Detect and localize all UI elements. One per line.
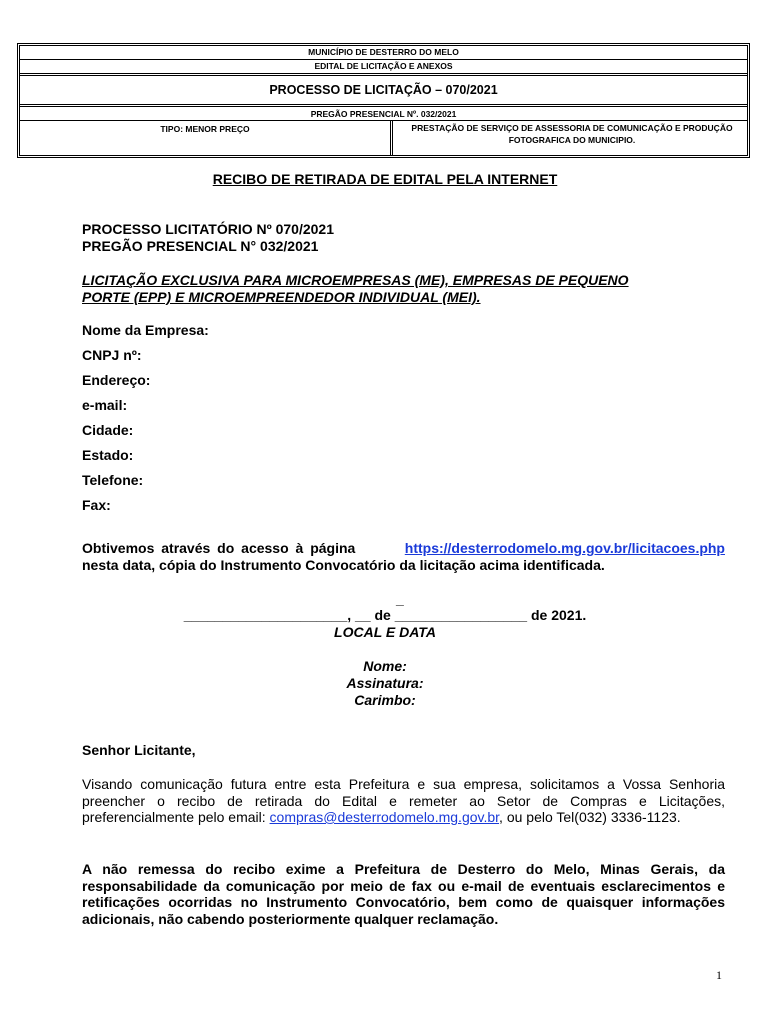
field-cnpj: CNPJ nº: <box>82 347 142 363</box>
signature-name: Nome: <box>363 658 407 674</box>
disclaimer-paragraph: A não remessa do recibo exime a Prefeitura de Desterro do Melo, Minas Gerais, da responsabilidade da comunicação por meio de fax ou e-mail de eventuais esclarecimentos e retificações ocorridas no Instrumento Convocatório, bem como de quaisquer informações adicionais, não cabendo posteriormente qualquer reclamação. <box>82 861 725 927</box>
document-title: RECIBO DE RETIRADA DE EDITAL PELA INTERNET <box>212 171 558 187</box>
field-company-name: Nome da Empresa: <box>82 322 209 338</box>
header-tipo: TIPO: MENOR PREÇO <box>20 121 393 155</box>
pregao-number: PREGÃO PRESENCIAL N° 032/2021 <box>82 238 319 254</box>
header-municipality: MUNICÍPIO DE DESTERRO DO MELO <box>20 46 747 60</box>
header-type-row <box>20 121 747 155</box>
instructions-text: Visando comunicação futura entre esta Prefeitura e sua empresa, solicitamos a Vossa Senhoria preencher o recibo de retirada do Edital e remeter ao Setor de Compras e Licitações, preferencialmente pelo email: <box>82 776 725 825</box>
obtained-paragraph <box>82 540 725 573</box>
instructions-phone: , ou pelo Tel(032) 3336-1123. <box>499 809 681 825</box>
exclusive-notice-line2: PORTE (EPP) E MICROEMPREENDEDOR INDIVIDUAL (MEI). <box>82 289 481 305</box>
exclusive-notice-line1: LICITAÇÃO EXCLUSIVA PARA MICROEMPRESAS (ME), EMPRESAS DE PEQUENO <box>82 272 629 288</box>
obtained-prefix: Obtivemos através do acesso à página <box>82 540 356 556</box>
field-fax: Fax: <box>82 497 111 513</box>
header-pregao: PREGÃO PRESENCIAL Nº. 032/2021 <box>20 107 747 121</box>
field-phone: Telefone: <box>82 472 144 488</box>
instructions-paragraph <box>82 776 725 826</box>
licitacoes-link[interactable]: https://desterrodomelo.mg.gov.br/licitacoes.php <box>404 540 725 556</box>
header-edital: EDITAL DE LICITAÇÃO E ANEXOS <box>20 60 747 76</box>
greeting: Senhor Licitante, <box>82 742 196 758</box>
signature-assinatura: Assinatura: <box>346 675 424 691</box>
signature-carimbo: Carimbo: <box>354 692 416 708</box>
local-data-label: LOCAL E DATA <box>334 624 436 640</box>
process-number: PROCESSO LICITATÓRIO Nº 070/2021 <box>82 221 334 237</box>
date-mark: _ <box>396 591 404 607</box>
header-process: PROCESSO DE LICITAÇÃO – 070/2021 <box>20 76 747 107</box>
purchasing-email-link[interactable]: compras@desterrodomelo.mg.gov.br <box>269 809 500 825</box>
document-header-box <box>17 43 750 158</box>
field-city: Cidade: <box>82 422 134 438</box>
obtained-suffix: nesta data, cópia do Instrumento Convocatório da licitação acima identificada. <box>82 556 605 573</box>
field-state: Estado: <box>82 447 134 463</box>
field-email: e-mail: <box>82 397 128 413</box>
field-address: Endereço: <box>82 372 151 388</box>
date-line: _____________________, __ de _________________ de 2021. <box>183 607 587 623</box>
page-number: 1 <box>716 968 722 982</box>
header-objeto: PRESTAÇÃO DE SERVIÇO DE ASSESSORIA DE COMUNICAÇÃO E PRODUÇÃO FOTOGRAFICA DO MUNICIPIO. <box>411 123 733 145</box>
